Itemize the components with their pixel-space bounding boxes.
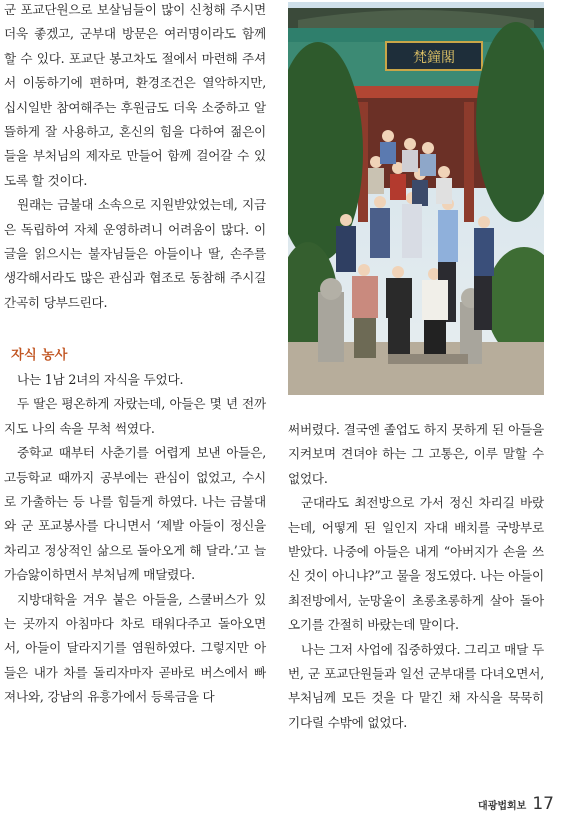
right-column xyxy=(288,418,544,735)
paragraph: 군 포교단원으로 보살님들이 많이 신청해 주시면 더욱 좋겠고, 군부대 방문은 여러명이라도 함께 할 수 있다. 포교단 봉고차도 절에서 마련해 주셔서 이동하기에 편하며, 환경조건은 열악하지만, 십시일반 참여해주는 후원금도 더욱 소중하고 알뜰하게 잘 사용하고, 혼신의 힘을 다하여 젊은이들을 부처님의 제자로 만들어 함께 걸어갈 수 있도록 할 것이다. xyxy=(4,2,266,188)
section-heading: 자식 농사 xyxy=(11,348,68,363)
paragraph: 중학교 때부터 사춘기를 어렵게 보낸 아들은, 고등학교 때까지 공부에는 관심이 없었고, 수시로 가출하는 등 나를 힘들게 하였다. 나는 금불대와 군 포교봉사를 다니면서 ‘제발 아들이 정신을 차리고 정상적인 삶으로 돌아오게 해 달라.’고 늘 가슴앓이하면서 부처님께 매달렸다. xyxy=(4,445,266,583)
publication-name: 대광법회보 xyxy=(478,801,527,812)
paragraph: 나는 1남 2녀의 자식을 두었다. xyxy=(17,372,184,387)
signboard-text: 梵鐘閣 xyxy=(413,50,455,66)
paragraph: 지방대학을 겨우 붙은 아들을, 스쿨버스가 있는 곳까지 아침마다 차로 태워다주고 돌아오면서, 아들이 달라지기를 염원하였다. 그렇지만 아들은 내가 차를 돌리자마자 곧바로 버스에서 빠져나와, 강남의 유흥가에서 등록금을 다 xyxy=(4,591,266,705)
page-number: 17 xyxy=(532,794,554,814)
paragraph: 원래는 금불대 소속으로 지원받았었는데, 지금은 독립하여 자체 운영하려니 어려움이 많다. 이 글을 읽으시는 불자님들은 아들이나 딸, 손주를 생각해서라도 많은 관심과 협조로 동참해 주시길 간곡히 당부드린다. xyxy=(4,197,266,310)
paragraph: 나는 그저 사업에 집중하였다. 그리고 매달 두 번, 군 포교단원들과 일선 군부대를 다녀오면서, 부처님께 모든 것을 다 맡긴 채 자식을 묵묵히 기다릴 수밖에 없었다. xyxy=(288,641,544,730)
paragraph: 두 딸은 평온하게 자랐는데, 아들은 몇 년 전까지도 나의 속을 무척 썩였다. xyxy=(4,396,266,436)
paragraph: 써버렸다. 결국엔 졸업도 하지 못하게 된 아들을 지켜보며 견뎌야 하는 그 고통은, 이루 말할 수 없었다. xyxy=(288,422,544,486)
left-column-top xyxy=(4,0,266,315)
group-photo xyxy=(288,2,544,395)
left-column-bottom xyxy=(4,368,266,710)
page-footer xyxy=(478,794,554,814)
paragraph: 군대라도 최전방으로 가서 정신 차리길 바랐는데, 어떻게 된 일인지 자대 배치를 국방부로 받았다. 나중에 아들은 내게 “아버지가 손을 쓰신 것이 아니냐?”고 물을 정도였다. 나는 아들이 최전방에서, 눈망울이 초롱초롱하게 살아 돌아오기를 간절히 바랐는데 말이다. xyxy=(288,495,544,633)
